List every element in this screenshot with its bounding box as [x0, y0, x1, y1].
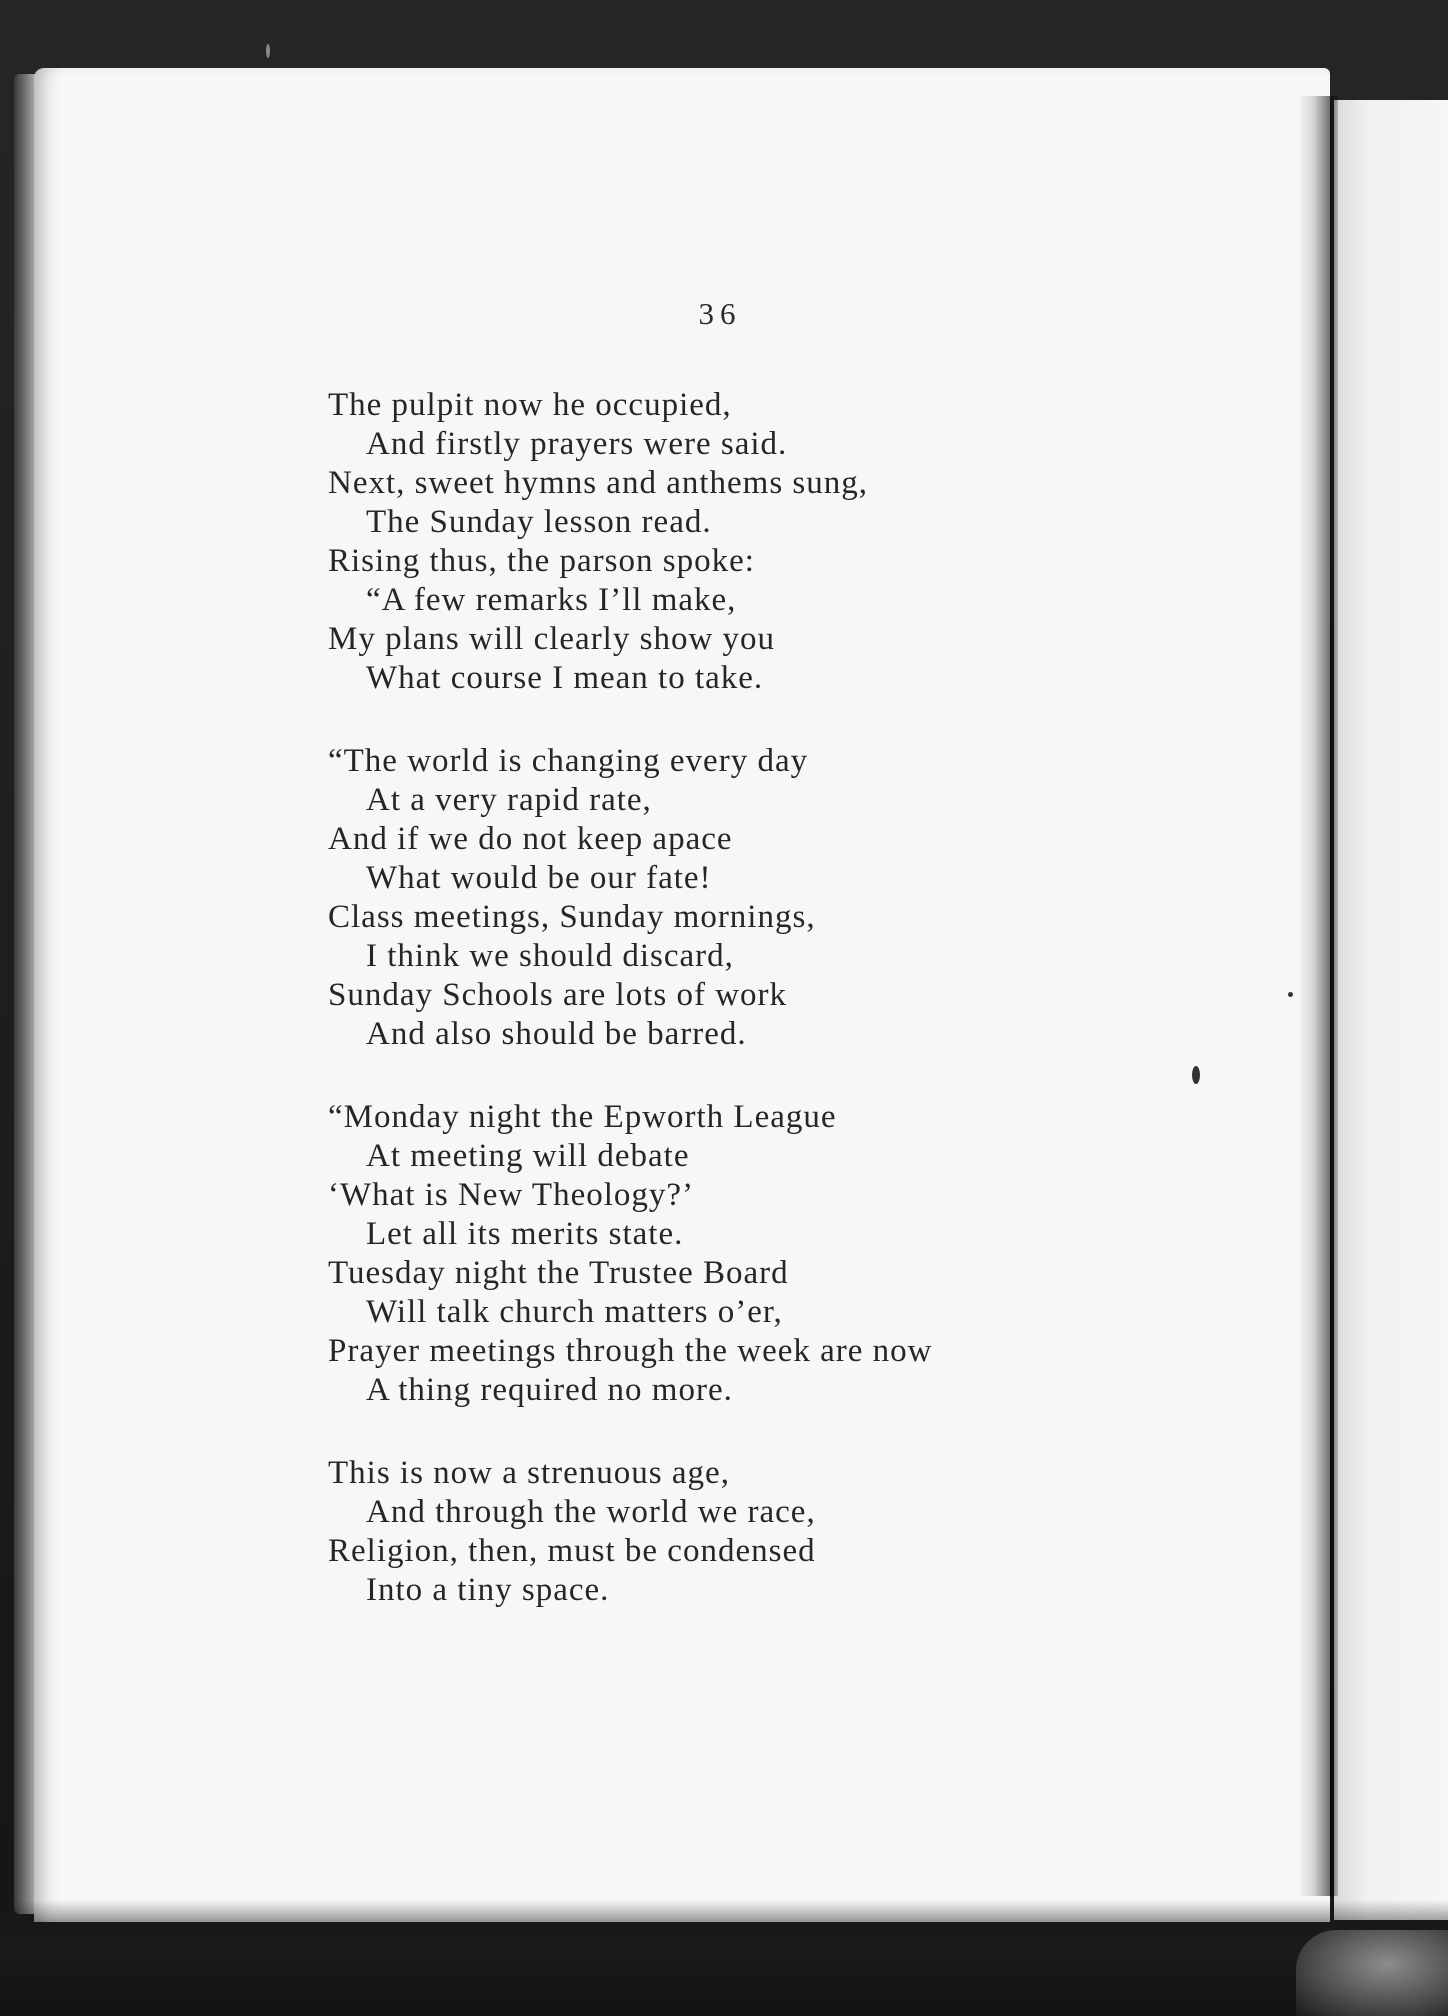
book-gutter-shadow	[1298, 96, 1338, 1896]
stanza-2	[328, 742, 1228, 1054]
verse-line: At a very rapid rate,	[366, 782, 652, 818]
verse-line: And through the world we race,	[366, 1494, 816, 1530]
poem	[328, 386, 1228, 1610]
verse-line: Rising thus, the parson spoke:	[328, 543, 755, 579]
torn-corner	[1296, 1930, 1448, 2016]
verse-line: Religion, then, must be condensed	[328, 1533, 816, 1569]
verse-line: A thing required no more.	[366, 1372, 733, 1408]
verse-line: The pulpit now he occupied,	[328, 387, 732, 423]
verse-line: What would be our fate!	[366, 860, 712, 896]
verse-line: Class meetings, Sunday mornings,	[328, 899, 816, 935]
verse-line: This is now a strenuous age,	[328, 1455, 730, 1491]
speck	[1288, 992, 1293, 997]
verse-line: And also should be barred.	[366, 1016, 747, 1052]
speck	[266, 44, 270, 58]
verse-line: Tuesday night the Trustee Board	[328, 1255, 789, 1291]
verse-line: Next, sweet hymns and anthems sung,	[328, 465, 869, 501]
verse-line: ‘What is New Theology?’	[328, 1177, 695, 1213]
verse-line: Into a tiny space.	[366, 1572, 610, 1608]
verse-line: My plans will clearly show you	[328, 621, 776, 657]
verse-line: The Sunday lesson read.	[366, 504, 712, 540]
verse-line: At meeting will debate	[366, 1138, 690, 1174]
verse-line: “Monday night the Epworth League	[328, 1099, 837, 1135]
verse-line: “A few remarks I’ll make,	[366, 582, 737, 618]
verse-line: What course I mean to take.	[366, 660, 764, 696]
verse-line: And if we do not keep apace	[328, 821, 733, 857]
stanza-3	[328, 1098, 1228, 1410]
verse-line: Let all its merits state.	[366, 1216, 684, 1252]
stanza-1	[328, 386, 1228, 698]
page-number: 36	[698, 296, 742, 331]
verse-line: Sunday Schools are lots of work	[328, 977, 788, 1013]
verse-line: And firstly prayers were said.	[366, 426, 788, 462]
verse-line: Prayer meetings through the week are now	[328, 1333, 933, 1369]
adjacent-page	[1334, 100, 1448, 1920]
stanza-4	[328, 1454, 1228, 1610]
verse-line: “The world is changing every day	[328, 743, 809, 779]
verse-line: Will talk church matters o’er,	[366, 1294, 783, 1330]
bottom-shadow	[0, 1900, 1448, 2016]
verse-line: I think we should discard,	[366, 938, 734, 974]
